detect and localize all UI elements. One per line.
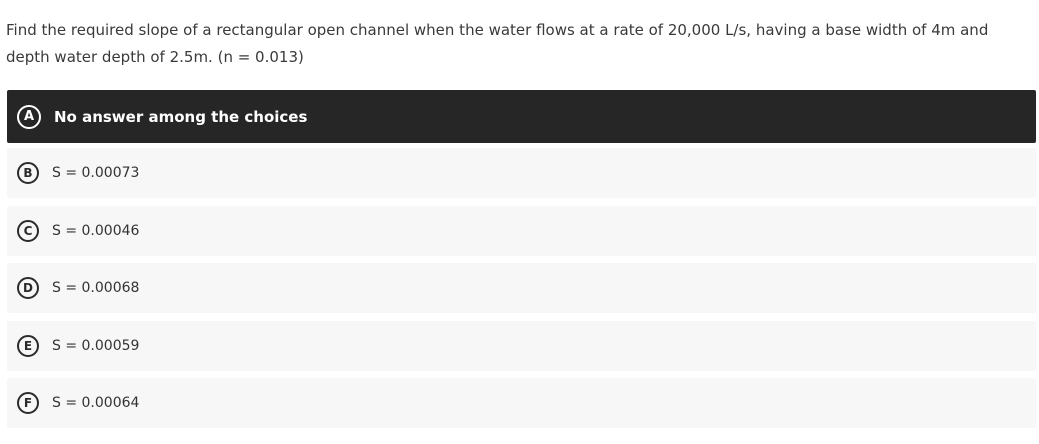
option-d[interactable] — [7, 263, 1036, 313]
answer-options — [7, 90, 1036, 436]
option-letter-badge: F — [17, 392, 39, 414]
option-b[interactable] — [7, 148, 1036, 198]
option-label: No answer among the choices — [54, 107, 308, 126]
option-label: S = 0.00046 — [52, 222, 140, 239]
option-label: S = 0.00064 — [52, 395, 140, 412]
option-c[interactable] — [7, 206, 1036, 256]
option-letter-badge: C — [17, 220, 39, 242]
option-letter-badge: B — [17, 162, 39, 184]
option-f[interactable] — [7, 378, 1036, 428]
option-letter-badge: E — [17, 335, 39, 357]
option-a[interactable] — [7, 90, 1036, 143]
option-label: S = 0.00073 — [52, 165, 140, 181]
option-label: S = 0.00059 — [52, 337, 140, 354]
question-text: Find the required slope of a rectangular open channel when the water flows at a rate of 20,000 L/s, having a base width of 4m and depth water depth of 2.5m. (n = 0.013) — [6, 21, 989, 66]
option-label: S = 0.00068 — [52, 280, 140, 297]
option-e[interactable] — [7, 321, 1036, 371]
option-letter-badge: A — [17, 105, 41, 129]
option-letter-badge: D — [17, 277, 39, 299]
